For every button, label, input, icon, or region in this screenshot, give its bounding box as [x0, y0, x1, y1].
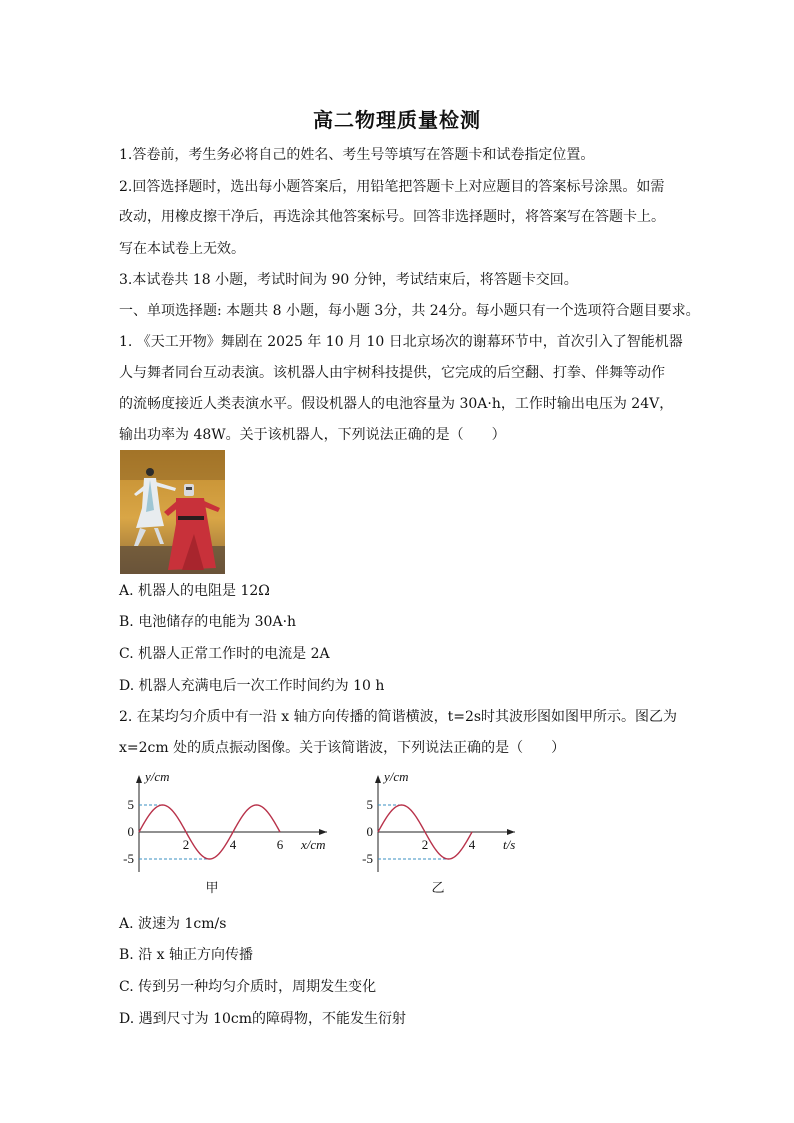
y-axis-label: y/cm	[384, 769, 409, 784]
y-tick-label: -5	[362, 851, 373, 866]
wave-chart-jia	[112, 765, 342, 900]
page-title: 高二物理质量检测	[313, 108, 481, 132]
y-axis-arrow	[136, 775, 142, 783]
q2-line-2: x=2cm 处的质点振动图像。关于该简谐波，下列说法正确的是（ ）	[119, 740, 566, 756]
instruction-2-end: 写在本试卷上无效。	[119, 241, 245, 257]
y-axis-label: y/cm	[145, 769, 170, 784]
y-tick-label: 5	[127, 797, 134, 812]
x-tick-label: 2	[182, 837, 190, 852]
y-tick-label: -5	[123, 851, 134, 866]
q2-line-1: 2. 在某均匀介质中有一沿 x 轴方向传播的简谐横波，t=2s时其波形图如图甲所示。图乙为	[119, 709, 678, 725]
instruction-1: 1.答卷前，考生务必将自己的姓名、考生号等填写在答题卡和试卷指定位置。	[119, 147, 595, 163]
y-tick-label: 0	[127, 824, 134, 839]
q1-line-1: 1. 《天工开物》舞剧在 2025 年 10 月 10 日北京场次的谢幕环节中，首次引入了智能机器	[119, 334, 683, 350]
y-tick-label: 5	[366, 797, 373, 812]
x-tick-label: 4	[468, 837, 476, 852]
q2-option-c: C. 传到另一种均匀介质时，周期发生变化	[119, 979, 377, 995]
wave-chart-jia-svg	[112, 765, 342, 900]
q1-line-4: 输出功率为 48W。关于该机器人，下列说法正确的是（ ）	[119, 427, 506, 443]
robot-dance-photo	[120, 450, 225, 574]
chart-caption: 甲	[205, 881, 219, 896]
q1-line-2: 人与舞者同台互动表演。该机器人由宇树科技提供，它完成的后空翻、打拳、伴舞等动作	[119, 365, 665, 381]
x-axis-label: t/s	[503, 837, 516, 852]
q2-option-d: D. 遇到尺寸为 10cm的障碍物，不能发生衍射	[119, 1011, 407, 1027]
instruction-2-cont: 改动，用橡皮擦干净后，再选涂其他答案标号。回答非选择题时，将答案写在答题卡上。	[119, 209, 665, 225]
q1-option-b: B. 电池储存的电能为 30A·h	[119, 614, 297, 630]
q2-option-a: A. 波速为 1cm/s	[119, 916, 227, 932]
q1-line-3: 的流畅度接近人类表演水平。假设机器人的电池容量为 30A·h，工作时输出电压为 24V，	[119, 396, 674, 412]
q1-option-a: A. 机器人的电阻是 12Ω	[119, 583, 270, 599]
x-axis-arrow	[319, 829, 327, 835]
x-tick-label: 2	[421, 837, 429, 852]
y-tick-label: 0	[366, 824, 373, 839]
instruction-2: 2.回答选择题时，选出每小题答案后，用铅笔把答题卡上对应题目的答案标号涂黑。如需	[119, 179, 665, 195]
x-tick-label: 4	[229, 837, 237, 852]
q1-option-c: C. 机器人正常工作时的电流是 2A	[119, 646, 330, 662]
y-axis-arrow	[375, 775, 381, 783]
x-tick-label: 6	[276, 837, 284, 852]
q2-option-b: B. 沿 x 轴正方向传播	[119, 947, 253, 963]
section-header: 一、单项选择题: 本题共 8 小题，每小题 3分，共 24分。每小题只有一个选项符合题目要求。	[119, 303, 700, 319]
chart-caption: 乙	[431, 881, 445, 896]
wave-chart-yi-svg	[350, 765, 530, 900]
x-axis-label: x/cm	[301, 837, 326, 852]
instruction-3: 3.本试卷共 18 小题，考试时间为 90 分钟，考试结束后，将答题卡交回。	[119, 272, 578, 288]
x-axis-arrow	[507, 829, 515, 835]
q1-option-d: D. 机器人充满电后一次工作时间约为 10 h	[119, 678, 385, 694]
wave-chart-yi	[350, 765, 530, 900]
